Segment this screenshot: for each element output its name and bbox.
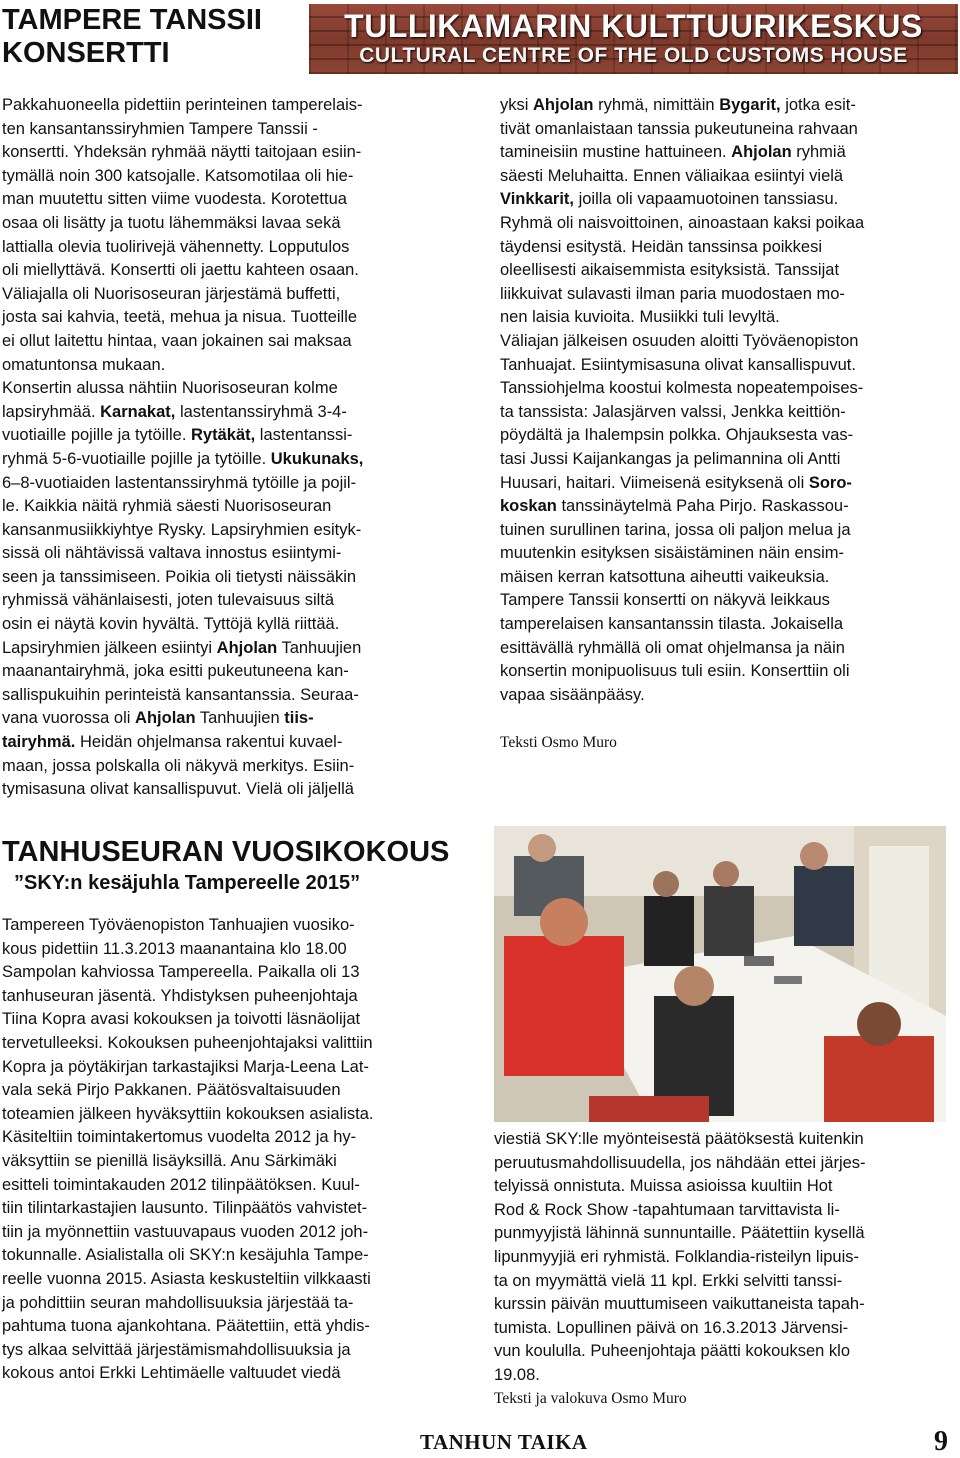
banner-subtitle: CULTURAL CENTRE OF THE OLD CUSTOMS HOUSE [359,44,908,67]
article1-right_col-line: mäisen kerran katsottuna aiheutti vaikeuksia. [500,567,830,586]
article1-left_col-line: vuotiaille pojille ja tytöille. Rytäkät, lastentanssi- [2,426,353,445]
article2-right_col-line: kurssin päivän muuttumiseen vaikuttaneista tapah- [494,1295,865,1314]
article1-right_col-line: Väliajan jälkeisen osuuden aloitti Työväenopiston [500,331,859,350]
article2-left_col-line: tiin tilintarkastajien lausunto. Tilinpäätös vahvistet- [2,1199,368,1218]
article1-right_col-line: tamperelaisen kansantanssin tilasta. Jokaisella [500,615,844,634]
article1-left_col-line: ei ollut laitettu hintaa, vaan jokainen sai maksaa [2,331,352,350]
article1-right_col-line: Tampere Tanssii konsertti on näkyvä leikkaus [500,591,830,610]
article1-right_col-line: pöydältä ja Ihalempsin polkka. Ohjauksesta vas- [500,426,854,445]
article1-left_col-line: Lapsiryhmien jälkeen esiintyi Ahjolan Tanhuujien [2,638,362,657]
article1-left_col-line: lapsiryhmää. Karnakat, lastentanssiryhmä 3-4- [2,402,347,421]
article1-left_col-line: tymisasuna olivat kansallispuvut. Vielä oli jäljellä [2,780,354,799]
article1-right_col-line: tasi Jussi Kaijankangas ja pelimannina oli Antti [500,449,841,468]
article1-right_col-line: Huusari, haitari. Viimeisenä esityksenä oli Soro- [500,473,852,492]
article1-left_col-line: sissä oli nähtävissä valtava innostus esiintymi- [2,544,342,563]
article1-left_col-line: lattialla olevia tuolirivejä vähennetty. Lopputulos [2,237,350,256]
article1-right-column [500,94,960,707]
article1-left_col-line: tymällä noin 300 katsojalle. Katsomotilaa oli hie- [2,166,354,185]
article2-right_col-line: 19.08. [494,1365,540,1384]
article1-left_col-line: ryhmissä vähänlaisesti, joten tulevaisuus siltä [2,591,335,610]
article2-left_col-line: Sampolan kahviossa Tampereella. Paikalla oli 13 [2,963,360,982]
article2-right-column [494,1128,960,1388]
article2-title: TANHUSEURAN VUOSIKOKOUS [2,836,450,868]
article1-left_col-line: maan, jossa polskalla oli näkyvä merkitys. Esiin- [2,756,355,775]
article1-left_col-line: man muutettu sitten viime vuodesta. Korotettua [2,190,347,209]
article-title: TAMPERE TANSSII KONSERTTI [2,4,262,69]
article1-right_col-line: yksi Ahjolan ryhmä, nimittäin Bygarit, jotka esit- [500,96,856,114]
article2-signature: Teksti ja valokuva Osmo Muro [494,1390,687,1407]
article1-left_col-line: maanantairyhmä, joka esitti pukeutuneena kan- [2,662,349,681]
article1-right_col-line: vapaa sisäänpääsy. [500,685,645,704]
article1-right_col-line: Tanhuajat. Esiintymisasuna olivat kansallispuvut. [500,355,856,374]
article1-left_col-line: ryhmä 5-6-vuotiaille pojille ja tytöille. Ukukunaks, [2,449,364,468]
article1-right_col-line: esittävällä ryhmällä oli omat ohjelmansa ja näin [500,638,845,657]
article1-right_col-line: ta tanssista: Jalasjärven valssi, Jenkka keittiön- [500,402,846,421]
article2-left_col-line: esitteli toimintakauden 2012 tilinpäätöksen. Kuul- [2,1175,360,1194]
article1-left_col-line: seen ja tanssimiseen. Poikia oli tietysti näissäkin [2,567,357,586]
article1-right_col-line: nen laisia kuvioita. Musiikki tuli levyltä. [500,308,780,327]
article1-right_col-line: konsertin monipuolisuus tuli esiin. Konserttiin oli [500,662,850,681]
article2-right_col-line: vun koululla. Puheenjohtaja päätti kokouksen klo [494,1342,850,1361]
article2-right_col-line: peruutusmahdollisuudella, jos nähdään ettei järjes- [494,1153,866,1172]
article2-left_col-line: tokunnalle. Asialistalla oli SKY:n kesäjuhla Tampe- [2,1246,369,1265]
article2-right_col-line: telyissä onnistuta. Muissa asioissa kuultiin Hot [494,1177,833,1196]
article1-right_col-line: muutenkin esityksen sisäistäminen näin ensim- [500,544,844,563]
article2-right_col-line: Rod & Rock Show -tapahtumaan tarvittavista li- [494,1200,840,1219]
footer-magazine-title: TANHUN TAIKA [420,1430,588,1454]
article1-right_col-line: oleellisesti aikaisemmista esityksistä. Tanssijat [500,261,840,280]
page-number: 9 [934,1426,948,1457]
article1-right_col-line: liikkuivat sulavasti ilman paria muodostaen mo- [500,284,845,303]
article2-subtitle: ”SKY:n kesäjuhla Tampereelle 2015” [14,872,361,894]
article1-left_col-line: tairyhmä. Heidän ohjelmansa rakentui kuvael- [2,733,343,752]
article2-left_col-line: vala sekä Pirjo Pakkanen. Päätösvaltaisuuden [2,1081,341,1100]
article1-left_col-line: le. Kaikkia näitä ryhmiä säesti Nuorisoseuran [2,497,332,516]
article1-right_col-line: tuinen surullinen tarina, jossa oli paljon melua ja [500,520,851,539]
header-banner [309,4,958,74]
article2-right_col-line: lipunmyyjiä eri ryhmistä. Folklandia-risteilyn lipuis- [494,1247,860,1266]
article1-left_col-line: osin ei näytä kovin hyvältä. Tyttöjä kyllä riittää. [2,615,340,634]
article2-left_col-line: tys alkaa selvittää järjestämismahdollisuuksia ja [2,1340,351,1359]
article2-left_col-line: Tampereen Työväenopiston Tanhuajien vuosiko- [2,916,355,934]
article1-left_col-line: oli miellyttävä. Konsertti oli jaettu kahteen osaan. [2,261,359,280]
article1-left_col-line: omatuntonsa mukaan. [2,355,166,374]
article1-left-column [2,94,472,802]
article2-left_col-line: kous pidettiin 11.3.2013 maanantaina klo 18.00 [2,939,347,958]
article1-right_col-line: Ryhmä oli naisvoittoinen, ainoastaan kaksi poikaa [500,213,865,232]
article2-left_col-line: Tiina Kopra avasi kokouksen ja toivotti läsnäolijat [2,1010,361,1029]
article2-left_col-line: tanhuseuran jäsentä. Yhdistyksen puheenjohtaja [2,986,358,1005]
article2-left_col-line: tervetulleeksi. Kokouksen puheenjohtajaksi valittiin [2,1033,373,1052]
article1-right_col-line: säesti Meluhaitta. Ennen väliaikaa esiintyi vielä [500,166,844,185]
article1-left_col-line: konsertti. Yhdeksän ryhmää näytti taitojaan esiin- [2,143,362,162]
article2-left_col-line: toteamien jälkeen hyväksyttiin kokouksen asialista. [2,1104,374,1123]
article1-right_col-line: tivät omanlaistaan tanssia pukeutuneina rahvaan [500,119,858,138]
article2-left_col-line: reelle vuonna 2015. Asiasta keskusteltiin vilkkaasti [2,1269,371,1288]
article1-left_col-line: Pakkahuoneella pidettiin perinteinen tamperelais- [2,96,363,114]
article2-right_col-line: tumista. Lopullinen päivä on 16.3.2013 Järvensi- [494,1318,849,1337]
meeting-photo [494,826,946,1122]
article2-left_col-line: väksyttiin se pienillä lisäyksillä. Anu Särkimäki [2,1151,337,1170]
article1-right_col-line: tamineisiin mustine hattuineen. Ahjolan ryhmiä [500,143,846,162]
article1-left_col-line: sallispukuihin perinteistä kansantanssia. Seuraa- [2,685,359,704]
article2-left-column [2,914,472,1386]
article2-left_col-line: kokous antoi Erkki Lehtimäelle valtuudet viedä [2,1364,341,1383]
meeting-photo-icon [494,826,946,1122]
article1-signature: Teksti Osmo Muro [500,734,617,751]
article2-left_col-line: pahtuma tuona ajankohtana. Päätettiin, että yhdis- [2,1317,370,1336]
article1-left_col-line: kansanmusiikkiyhtye Rysky. Lapsiryhmien esityk- [2,520,362,539]
article1-right_col-line: Tanssiohjelma koostui kolmesta nopeatempoises- [500,379,864,398]
article1-left_col-line: 6–8-vuotiaiden lastentanssiryhmä tytöille ja pojil- [2,473,357,492]
article2-right_col-line: ta on myymättä vielä 11 kpl. Erkki selvitti tanssi- [494,1271,843,1290]
article1-left_col-line: osaa oli lisätty ja tuotu lähemmäksi lavaa sekä [2,213,341,232]
article1-left_col-line: Konsertin alussa nähtiin Nuorisoseuran kolme [2,379,338,398]
article1-right_col-line: täydensi esitystä. Heidän tanssinsa poikkesi [500,237,823,256]
article1-left_col-line: josta sai kahvia, teetä, mehua ja nisua. Tuotteille [2,308,358,327]
article2-left_col-line: ja pohdittiin seuran mahdollisuuksia järjestää ta- [2,1293,354,1312]
banner-title: TULLIKAMARIN KULTTUURIKESKUS [344,8,923,44]
article1-right_col-line: Vinkkarit, joilla oli vapaamuotoinen tanssiasu. [500,190,839,209]
article1-left_col-line: vana vuorossa oli Ahjolan Tanhuujien tiis- [2,709,314,728]
article1-right_col-line: koskan tanssinäytelmä Paha Pirjo. Raskassou- [500,497,849,516]
article2-left_col-line: Kopra ja pöytäkirjan tarkastajiksi Marja-Leena Lat- [2,1057,369,1076]
article2-left_col-line: Käsiteltiin toimintakertomus vuodelta 2012 ja hy- [2,1128,357,1147]
article2-right_col-line: viestiä SKY:lle myönteisestä päätöksestä kuitenkin [494,1130,864,1148]
article2-right_col-line: punmyyjistä lähinnä sunnuntaille. Päätettiin kysellä [494,1224,865,1243]
article1-left_col-line: ten kansantanssiryhmien Tampere Tanssii - [2,119,318,138]
article1-left_col-line: Väliajalla oli Nuorisoseuran järjestämä buffetti, [2,284,341,303]
article2-left_col-line: tiin ja myönnettiin vastuuvapaus vuoden 2012 joh- [2,1222,369,1241]
